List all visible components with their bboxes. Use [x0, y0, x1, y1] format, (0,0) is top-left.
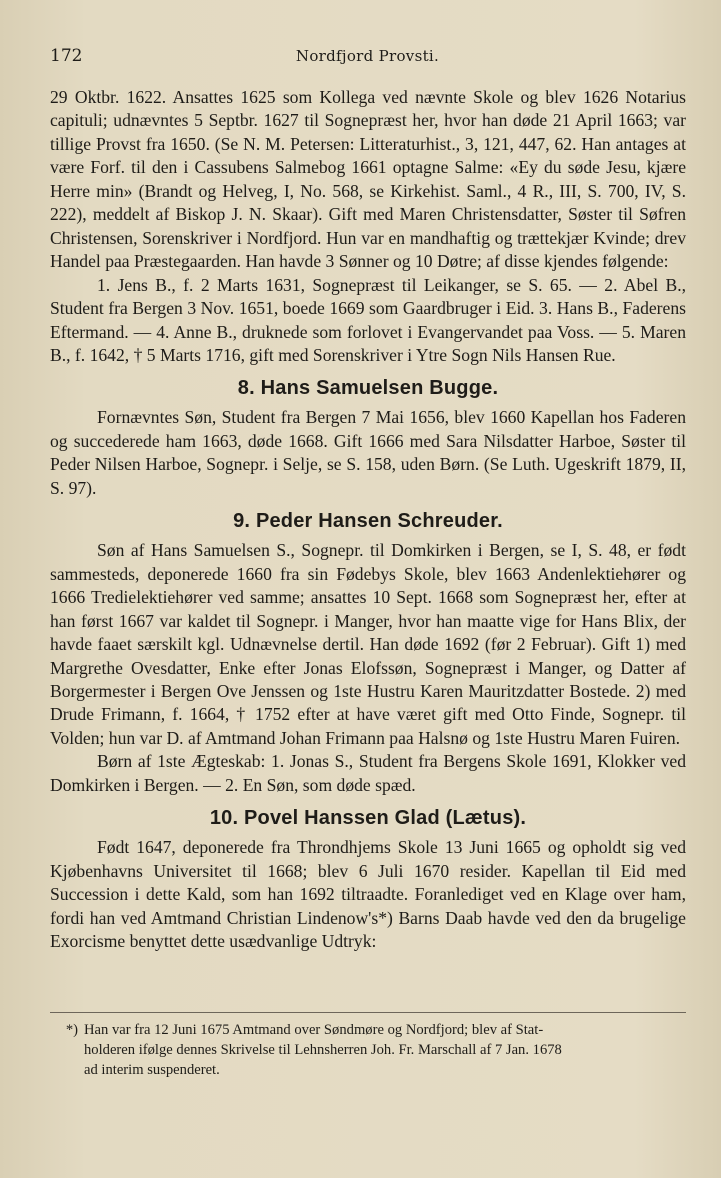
footnote — [50, 1020, 686, 1080]
footnote-marker: *) — [65, 1022, 78, 1038]
children-list-paragraph: 1. Jens B., f. 2 Marts 1631, Sognepræst til Leikanger, se S. 65. — 2. Abel B., Student fra Bergen 3 Nov. 1651, boede 1669 som Gaardbruger i Eid. 3. Hans B., Faderens Eftermand. — 4. Anne B., druknede som forlovet i Evangervandet paa Voss. — 5. Maren B., f. 1642, † 5 Marts 1716, gift med Sorenskriver i Ytre Sogn Nils Hansen Rue. — [50, 274, 686, 365]
running-title: Nordfjord Provsti. — [295, 47, 440, 65]
footnote-line: holderen ifølge dennes Skrivelse til Lehnsherren Joh. Fr. Marschall af 7 Jan. 1678 — [84, 1042, 562, 1058]
section-9-children-paragraph: Børn af 1ste Ægteskab: 1. Jonas S., Student fra Bergens Skole 1691, Klokker ved Domkirken i Bergen. — 2. En Søn, som døde spæd. — [50, 751, 686, 795]
section-8-paragraph: Fornævntes Søn, Student fra Bergen 7 Mai 1656, blev 1660 Kapellan hos Faderen og succederede ham 1663, døde 1668. Gift 1666 med Sara Nilsdatter Harboe, Søster til Peder Nilsen Harboe, Sognepr. i Selje, se S. 158, uden Børn. (Se Luth. Ugeskrift 1879, II, S. 97). — [50, 407, 686, 498]
footnote-divider — [50, 1012, 686, 1013]
footnote-line: Han var fra 12 Juni 1675 Amtmand over Søndmøre og Nordfjord; blev af Stat- — [84, 1022, 544, 1038]
main-text — [50, 86, 686, 954]
section-9-paragraph: Søn af Hans Samuelsen S., Sognepr. til Domkirken i Bergen, se I, S. 48, er født sammesteds, deponerede 1660 fra sin Fødebys Skole, blev 1663 Andenlektiehører og 1666 Tredielektiehører ved samme; ansattes 10 Sept. 1668 som Sognepræst her, efter at han først 1667 var kaldet til Sognepr. i Manger, hvor han maatte vige for Hans Blix, der havde faaet særskilt kgl. Udnævnelse dertil. Han døde 1692 (før 2 Februar). Gift 1) med Margrethe Ovesdatter, Enke efter Jonas Elofssøn, Sognepræst i Manger, og Datter af Borgermester i Bergen Ove Jenssen og 1ste Hustru Karen Mauritzdatter Bostede. 2) med Drude Frimann, f. 1664, † 1752 efter at have været gift med Otto Finde, Sognepr. til Volden; hun var D. af Amtmand Johan Frimann paa Halsnø og 1ste Hustru Maren Fuiren. — [50, 540, 686, 748]
section-9-heading: 9. Peder Hansen Schreuder. — [233, 510, 503, 533]
page-header — [50, 46, 685, 70]
section-8-heading: 8. Hans Samuelsen Bugge. — [237, 377, 499, 400]
intro-paragraph: 29 Oktbr. 1622. Ansattes 1625 som Kollega ved nævnte Skole og blev 1626 Notarius capituli; udnævntes 5 Septbr. 1627 til Sognepræst her, hvor han døde 21 April 1663; var tillige Provst fra 1650. (Se N. M. Petersen: Litteraturhist., 3, 121, 447, 62. Han antages at være Forf. til den i Cassubens Salmebog 1661 optagne Salme: «Ey du søde Jesu, kjære Herre min» (Brandt og Helveg, I, No. 568, se Kirkehist. Saml., 4 R., III, S. 700, IV, S. 222), meddelt af Biskop J. N. Skaar). Gift med Maren Christensdatter, Søster til Søfren Christensen, Sorenskriver i Nordfjord. Hun var en mandhaftig og trættekjær Kvinde; drev Handel paa Præstegaarden. Han havde 3 Sønner og 10 Døtre; af disse kjendes følgende: — [50, 87, 686, 272]
section-10-heading: 10. Povel Hanssen Glad (Lætus). — [209, 807, 527, 830]
section-10-paragraph: Født 1647, deponerede fra Throndhjems Skole 13 Juni 1665 og opholdt sig ved Kjøbenhavns Universitet til 1668; blev 6 Juli 1670 resider. Kapellan til Eid med Succession i dette Kald, som han 1692 tiltraadte. Foranlediget ved en Klage over ham, fordi han ved Amtmand Christian Lindenow's*) Barns Daab havde ved den da brugelige Exorcisme benyttet dette usædvanlige Udtryk: — [50, 837, 686, 952]
footnote-line: ad interim suspenderet. — [84, 1062, 220, 1078]
page-number: 172 — [50, 46, 83, 66]
